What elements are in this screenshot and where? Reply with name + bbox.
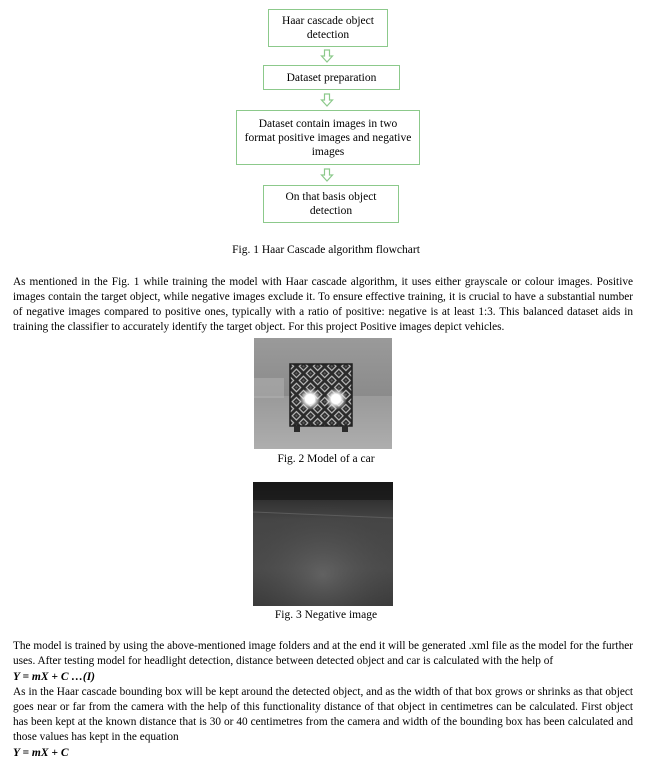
- figure-2-caption: Fig. 2 Model of a car: [277, 453, 375, 465]
- paragraph-1: As mentioned in the Fig. 1 while training the model with Haar cascade algorithm, it uses either grayscale or colour images. Positive images contain the target object, while negative images exclude it. To ensure effective training, it is crucial to have a substantial number of negative images compared to positive ones, typically with a ratio of positive: negative is at least 1:3. This balanced dataset aids in training the classifier to accurately identify the target object. For this project Positive images depict vehicles.: [13, 276, 633, 333]
- down-arrow-icon: [320, 49, 334, 63]
- paragraph-3: As in the Haar cascade bounding box will be kept around the detected object, and as the width of that box grows or shrinks as that object goes near or far from the camera with the help of this functionality distance of that object in centimetres can be calculated. First object has been kept at the known distance that is 30 or 40 centimetres from the camera and width of the bounding box has been calculated and those values has kept in the equation: [13, 686, 633, 743]
- flowchart-box-dataset-formats: [236, 110, 420, 165]
- negative-image-photo: [253, 482, 393, 606]
- figure-1-caption: Fig. 1 Haar Cascade algorithm flowchart: [232, 244, 420, 256]
- equation-2: Y = mX + C: [13, 747, 69, 759]
- car-model-image: [254, 338, 392, 449]
- negative-image: [253, 482, 393, 606]
- flowchart-box-label: Dataset contain images in two format positive images and negative images: [244, 117, 412, 158]
- down-arrow-icon: [320, 93, 334, 107]
- flowchart-box-dataset-preparation: [263, 65, 400, 90]
- flowchart-box-object-detection: [263, 185, 399, 223]
- paragraph-2: The model is trained by using the above-mentioned image folders and at the end it will be generated .xml file as the model for the further uses. After testing model for headlight detection, distance between detected object and car is calculated with the help of: [13, 640, 633, 667]
- flowchart-box-label: Haar cascade object detection: [282, 15, 374, 41]
- flowchart-box-label: On that basis object detection: [285, 191, 377, 217]
- flowchart-box-label: Dataset preparation: [286, 71, 377, 84]
- figure-3-caption: Fig. 3 Negative image: [274, 609, 378, 621]
- down-arrow-icon: [320, 168, 334, 182]
- equation-1: Y = mX + C …(I): [13, 671, 95, 683]
- flowchart-box-haar-cascade: [268, 9, 388, 47]
- car-model-photo: [254, 338, 392, 449]
